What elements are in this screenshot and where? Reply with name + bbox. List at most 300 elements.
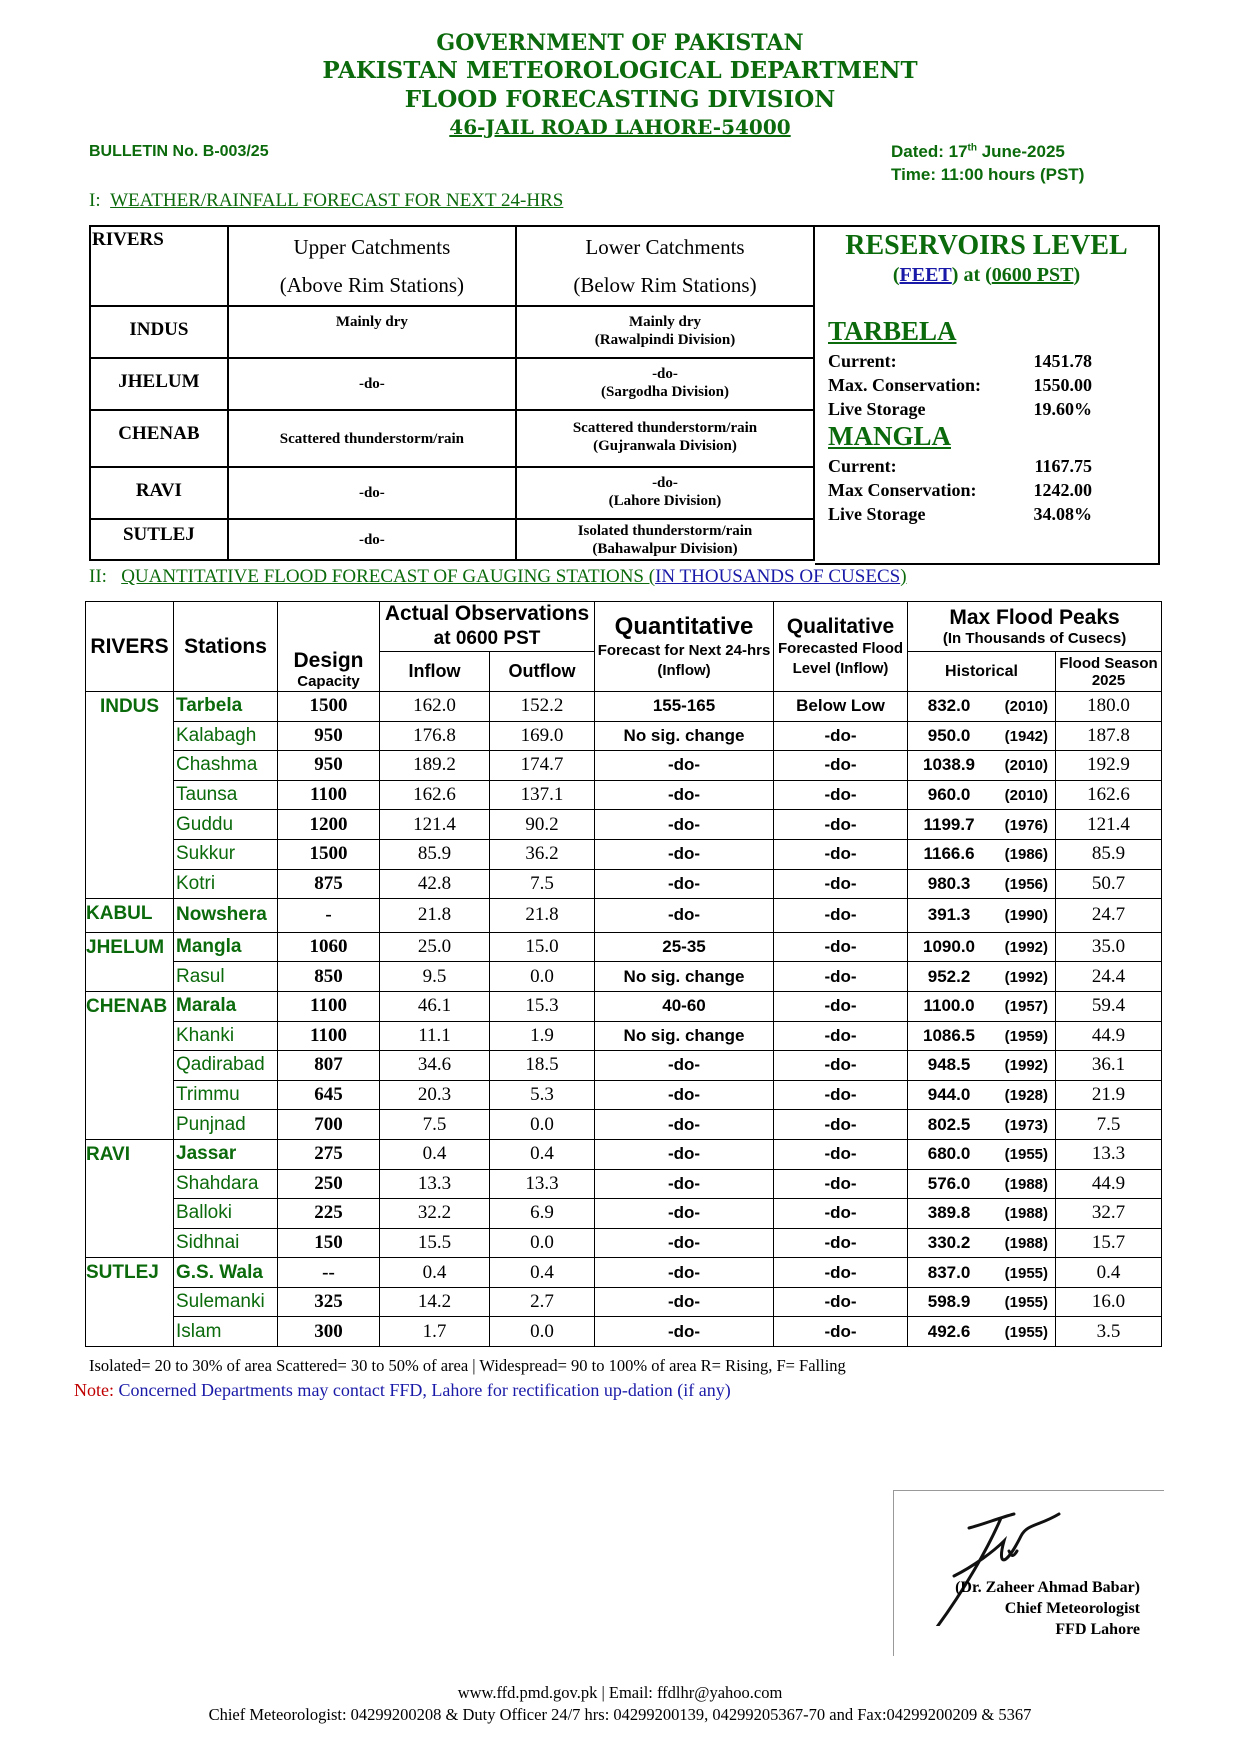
qualitative-forecast: -do- — [774, 1199, 908, 1229]
qualitative-forecast: -do- — [774, 932, 908, 962]
weather-upper-forecast: -do- — [228, 519, 516, 560]
station-row — [86, 1258, 1162, 1288]
header-department: PAKISTAN METEOROLOGICAL DEPARTMENT — [322, 57, 918, 84]
col-actual-observations: Actual Observations at 0600 PST — [380, 602, 595, 652]
river-group-label: JHELUM — [86, 932, 174, 991]
inflow-value: 14.2 — [380, 1287, 490, 1317]
weather-upper-forecast: -do- — [228, 467, 516, 519]
design-capacity: -- — [278, 1258, 380, 1288]
station-row — [86, 1080, 1162, 1110]
historical-peak-year: (1992) — [1004, 968, 1049, 986]
weather-lower-forecast: Scattered thunderstorm/rain (Gujranwala Division) — [516, 410, 814, 467]
station-row — [86, 1110, 1162, 1140]
qualitative-forecast: -do- — [774, 1139, 908, 1169]
historical-peak-year: (1956) — [1004, 875, 1049, 893]
footer-web-email: www.ffd.pmd.gov.pk | Email: ffdlhr@yahoo.com — [457, 1683, 783, 1702]
historical-peak-value: 980.3 — [927, 873, 971, 893]
design-capacity: 300 — [278, 1317, 380, 1347]
station-row — [86, 839, 1162, 869]
historical-peak-year: (1928) — [1004, 1087, 1049, 1105]
station-name: Taunsa — [174, 780, 278, 810]
outflow-value: 36.2 — [490, 839, 595, 869]
historical-peak-value: 1100.0 — [923, 996, 975, 1016]
historical-peak-value: 950.0 — [927, 725, 971, 745]
weather-river-name: INDUS — [90, 306, 228, 358]
header-address: 46-JAIL ROAD LAHORE-54000 — [449, 115, 791, 139]
weather-lower-forecast: -do- (Sargodha Division) — [516, 358, 814, 410]
mangla-maxcons-value: 1242.00 — [1033, 480, 1092, 500]
quantitative-forecast: No sig. change — [595, 1021, 774, 1051]
station-name: G.S. Wala — [174, 1258, 278, 1288]
outflow-value: 15.0 — [490, 932, 595, 962]
mangla-title: MANGLA — [828, 421, 951, 451]
historical-peak — [908, 1169, 1056, 1199]
historical-peak-year: (1957) — [1004, 998, 1049, 1016]
inflow-value: 162.0 — [380, 692, 490, 722]
historical-peak-year: (1942) — [1004, 727, 1049, 745]
historical-peak-year: (1992) — [1004, 939, 1049, 957]
quantitative-forecast: 155-165 — [595, 692, 774, 722]
weather-row-chenab — [90, 410, 814, 467]
qualitative-forecast: -do- — [774, 991, 908, 1021]
quantitative-forecast: -do- — [595, 810, 774, 840]
season-peak: 192.9 — [1056, 751, 1162, 781]
station-name: Sulemanki — [174, 1287, 278, 1317]
historical-peak — [908, 1051, 1056, 1081]
design-capacity: 1500 — [278, 692, 380, 722]
tarbela-maxcons-value: 1550.00 — [1033, 375, 1092, 395]
quantitative-forecast: No sig. change — [595, 721, 774, 751]
historical-peak-value: 391.3 — [927, 905, 971, 925]
weather-col-upper: Upper Catchments (Above Rim Stations) — [228, 226, 516, 306]
inflow-value: 20.3 — [380, 1080, 490, 1110]
quantitative-forecast: -do- — [595, 1228, 774, 1258]
mangla-live-label: Live Storage — [828, 504, 926, 524]
station-name: Sukkur — [174, 839, 278, 869]
historical-peak-value: 952.2 — [927, 966, 971, 986]
station-name: Balloki — [174, 1199, 278, 1229]
station-row — [86, 869, 1162, 899]
quantitative-forecast: -do- — [595, 751, 774, 781]
station-row — [86, 932, 1162, 962]
historical-peak-year: (1986) — [1004, 846, 1049, 864]
historical-peak-value: 330.2 — [927, 1232, 971, 1252]
season-peak: 16.0 — [1056, 1287, 1162, 1317]
station-name: Jassar — [174, 1139, 278, 1169]
col-historical: Historical — [908, 652, 1056, 692]
design-capacity: 950 — [278, 721, 380, 751]
station-name: Marala — [174, 991, 278, 1021]
weather-lower-forecast: Mainly dry (Rawalpindi Division) — [516, 306, 814, 358]
station-name: Islam — [174, 1317, 278, 1347]
design-capacity: 325 — [278, 1287, 380, 1317]
mangla-live-value: 34.08% — [1033, 504, 1092, 524]
design-capacity: 1100 — [278, 1021, 380, 1051]
design-capacity: 950 — [278, 751, 380, 781]
design-capacity: 1100 — [278, 780, 380, 810]
historical-peak — [908, 1021, 1056, 1051]
historical-peak-value: 389.8 — [927, 1203, 971, 1223]
mangla-current-label: Current: — [828, 456, 897, 476]
weather-upper-forecast: -do- — [228, 358, 516, 410]
signature-block — [893, 1490, 1164, 1656]
station-name: Khanki — [174, 1021, 278, 1051]
historical-peak — [908, 721, 1056, 751]
weather-upper-forecast: Scattered thunderstorm/rain — [228, 410, 516, 467]
historical-peak-year: (2010) — [1004, 698, 1049, 716]
historical-peak — [908, 1258, 1056, 1288]
quantitative-forecast: -do- — [595, 1169, 774, 1199]
tarbela-current-value: 1451.78 — [1033, 351, 1092, 371]
season-peak: 21.9 — [1056, 1080, 1162, 1110]
inflow-value: 42.8 — [380, 869, 490, 899]
quantitative-forecast: -do- — [595, 1110, 774, 1140]
river-group-label: CHENAB — [86, 991, 174, 1139]
qualitative-forecast: Below Low — [774, 692, 908, 722]
historical-peak — [908, 899, 1056, 933]
historical-peak-year: (1955) — [1004, 1264, 1049, 1282]
inflow-value: 21.8 — [380, 899, 490, 933]
col-outflow: Outflow — [490, 652, 595, 692]
season-peak: 121.4 — [1056, 810, 1162, 840]
design-capacity: 150 — [278, 1228, 380, 1258]
historical-peak-year: (2010) — [1004, 787, 1049, 805]
historical-peak — [908, 780, 1056, 810]
mangla-current-value: 1167.75 — [1034, 456, 1092, 476]
historical-peak-year: (1990) — [1004, 907, 1049, 925]
flood-forecast-table — [85, 601, 1162, 1347]
historical-peak-year: (1988) — [1004, 1234, 1049, 1252]
header-government: GOVERNMENT OF PAKISTAN — [436, 30, 804, 56]
header-division: FLOOD FORECASTING DIVISION — [404, 86, 836, 113]
weather-row-ravi — [90, 467, 814, 519]
quantitative-forecast: -do- — [595, 1258, 774, 1288]
design-capacity: 1200 — [278, 810, 380, 840]
quantitative-forecast: -do- — [595, 780, 774, 810]
weather-row-sutlej — [90, 519, 814, 560]
historical-peak-year: (1955) — [1004, 1323, 1049, 1341]
qualitative-forecast: -do- — [774, 1021, 908, 1051]
station-row — [86, 751, 1162, 781]
inflow-value: 13.3 — [380, 1169, 490, 1199]
inflow-value: 32.2 — [380, 1199, 490, 1229]
season-peak: 7.5 — [1056, 1110, 1162, 1140]
tarbela-maxcons-label: Max. Conservation: — [828, 375, 981, 395]
tarbela-current-label: Current: — [828, 351, 897, 371]
reservoirs-subtitle: (FEET) at (0600 PST) — [892, 264, 1081, 286]
season-peak: 44.9 — [1056, 1021, 1162, 1051]
qualitative-forecast: -do- — [774, 1169, 908, 1199]
historical-peak-value: 1199.7 — [923, 814, 975, 834]
quantitative-forecast: -do- — [595, 1199, 774, 1229]
historical-peak-value: 832.0 — [927, 696, 971, 716]
historical-peak — [908, 810, 1056, 840]
weather-col-rivers: RIVERS — [90, 226, 228, 306]
weather-forecast-table — [89, 225, 815, 561]
outflow-value: 5.3 — [490, 1080, 595, 1110]
outflow-value: 152.2 — [490, 692, 595, 722]
qualitative-forecast: -do- — [774, 1110, 908, 1140]
station-row — [86, 810, 1162, 840]
col-inflow: Inflow — [380, 652, 490, 692]
qualitative-forecast: -do- — [774, 1051, 908, 1081]
mangla-maxcons-label: Max Conservation: — [828, 480, 977, 500]
station-row — [86, 1317, 1162, 1347]
design-capacity: 225 — [278, 1199, 380, 1229]
outflow-value: 6.9 — [490, 1199, 595, 1229]
weather-row-jhelum — [90, 358, 814, 410]
outflow-value: 1.9 — [490, 1021, 595, 1051]
inflow-value: 85.9 — [380, 839, 490, 869]
legend-text: Isolated= 20 to 30% of area Scattered= 30 to 50% of area | Widespread= 90 to 100% of area R= Rising, F= Falling — [89, 1356, 846, 1375]
col-flood-season: Flood Season 2025 — [1056, 652, 1162, 692]
qualitative-forecast: -do- — [774, 1080, 908, 1110]
outflow-value: 18.5 — [490, 1051, 595, 1081]
historical-peak — [908, 1139, 1056, 1169]
station-row — [86, 1169, 1162, 1199]
inflow-value: 121.4 — [380, 810, 490, 840]
season-peak: 36.1 — [1056, 1051, 1162, 1081]
col-stations: Stations — [174, 602, 278, 692]
historical-peak-value: 576.0 — [927, 1173, 971, 1193]
historical-peak — [908, 932, 1056, 962]
qualitative-forecast: -do- — [774, 721, 908, 751]
season-peak: 85.9 — [1056, 839, 1162, 869]
outflow-value: 15.3 — [490, 991, 595, 1021]
historical-peak — [908, 692, 1056, 722]
season-peak: 24.4 — [1056, 962, 1162, 992]
historical-peak-year: (1955) — [1004, 1146, 1049, 1164]
col-design: Design Capacity — [278, 602, 380, 692]
outflow-value: 2.7 — [490, 1287, 595, 1317]
inflow-value: 0.4 — [380, 1258, 490, 1288]
station-name: Sidhnai — [174, 1228, 278, 1258]
signatory-office: FFD Lahore — [1055, 1621, 1140, 1638]
historical-peak-value: 837.0 — [927, 1262, 971, 1282]
station-row — [86, 721, 1162, 751]
inflow-value: 25.0 — [380, 932, 490, 962]
quantitative-forecast: -do- — [595, 1317, 774, 1347]
outflow-value: 7.5 — [490, 869, 595, 899]
weather-upper-forecast: Mainly dry — [228, 306, 516, 358]
design-capacity: 1060 — [278, 932, 380, 962]
season-peak: 35.0 — [1056, 932, 1162, 962]
historical-peak-value: 492.6 — [927, 1321, 971, 1341]
tarbela-live-value: 19.60% — [1033, 399, 1092, 419]
section1-heading: I: WEATHER/RAINFALL FORECAST FOR NEXT 24-HRS — [89, 190, 564, 211]
station-row — [86, 1287, 1162, 1317]
signatory-title: Chief Meteorologist — [1004, 1600, 1140, 1617]
station-row — [86, 780, 1162, 810]
season-peak: 24.7 — [1056, 899, 1162, 933]
col-rivers: RIVERS — [86, 602, 174, 692]
station-name: Kalabagh — [174, 721, 278, 751]
outflow-value: 169.0 — [490, 721, 595, 751]
col-qualitative: Qualitative Forecasted Flood Level (Inflow) — [774, 602, 908, 692]
historical-peak — [908, 1228, 1056, 1258]
quantitative-forecast: 25-35 — [595, 932, 774, 962]
historical-peak — [908, 839, 1056, 869]
tarbela-live-label: Live Storage — [828, 399, 926, 419]
qualitative-forecast: -do- — [774, 1317, 908, 1347]
qualitative-forecast: -do- — [774, 810, 908, 840]
outflow-value: 0.0 — [490, 1110, 595, 1140]
qualitative-forecast: -do- — [774, 1287, 908, 1317]
weather-lower-forecast: Isolated thunderstorm/rain (Bahawalpur Division) — [516, 519, 814, 560]
inflow-value: 189.2 — [380, 751, 490, 781]
station-row — [86, 692, 1162, 722]
design-capacity: 700 — [278, 1110, 380, 1140]
historical-peak-value: 1086.5 — [923, 1025, 976, 1045]
historical-peak-value: 948.5 — [927, 1055, 971, 1075]
inflow-value: 11.1 — [380, 1021, 490, 1051]
qualitative-forecast: -do- — [774, 1228, 908, 1258]
weather-row-indus — [90, 306, 814, 358]
historical-peak-year: (1988) — [1004, 1205, 1049, 1223]
quantitative-forecast: -do- — [595, 1139, 774, 1169]
historical-peak — [908, 751, 1056, 781]
qualitative-forecast: -do- — [774, 1258, 908, 1288]
station-name: Mangla — [174, 932, 278, 962]
design-capacity: 275 — [278, 1139, 380, 1169]
season-peak: 187.8 — [1056, 721, 1162, 751]
outflow-value: 174.7 — [490, 751, 595, 781]
season-peak: 59.4 — [1056, 991, 1162, 1021]
station-name: Rasul — [174, 962, 278, 992]
outflow-value: 0.0 — [490, 1228, 595, 1258]
historical-peak — [908, 1287, 1056, 1317]
historical-peak-value: 960.0 — [927, 785, 971, 805]
qualitative-forecast: -do- — [774, 962, 908, 992]
quantitative-forecast: -do- — [595, 899, 774, 933]
inflow-value: 7.5 — [380, 1110, 490, 1140]
season-peak: 15.7 — [1056, 1228, 1162, 1258]
historical-peak-year: (1992) — [1004, 1057, 1049, 1075]
quantitative-forecast: -do- — [595, 1080, 774, 1110]
weather-river-name: RAVI — [90, 467, 228, 519]
season-peak: 3.5 — [1056, 1317, 1162, 1347]
inflow-value: 0.4 — [380, 1139, 490, 1169]
design-capacity: - — [278, 899, 380, 933]
weather-river-name: SUTLEJ — [90, 519, 228, 560]
col-max-flood-peaks: Max Flood Peaks (In Thousands of Cusecs) — [908, 602, 1162, 652]
historical-peak — [908, 962, 1056, 992]
station-row — [86, 1199, 1162, 1229]
bulletin-time: Time: 11:00 hours (PST) — [891, 165, 1085, 184]
station-name: Kotri — [174, 869, 278, 899]
quantitative-forecast: -do- — [595, 839, 774, 869]
design-capacity: 1500 — [278, 839, 380, 869]
river-group-label: RAVI — [86, 1139, 174, 1257]
season-peak: 162.6 — [1056, 780, 1162, 810]
qualitative-forecast: -do- — [774, 869, 908, 899]
station-row — [86, 1021, 1162, 1051]
historical-peak — [908, 1110, 1056, 1140]
reservoirs-title: RESERVOIRS LEVEL — [845, 230, 1128, 261]
quantitative-forecast: -do- — [595, 869, 774, 899]
qualitative-forecast: -do- — [774, 751, 908, 781]
station-name: Chashma — [174, 751, 278, 781]
station-name: Trimmu — [174, 1080, 278, 1110]
historical-peak-value: 944.0 — [927, 1085, 971, 1105]
river-group-label: INDUS — [86, 692, 174, 899]
season-peak: 13.3 — [1056, 1139, 1162, 1169]
col-quantitative: Quantitative Forecast for Next 24-hrs (Inflow) — [595, 602, 774, 692]
inflow-value: 176.8 — [380, 721, 490, 751]
outflow-value: 137.1 — [490, 780, 595, 810]
inflow-value: 162.6 — [380, 780, 490, 810]
historical-peak — [908, 1080, 1056, 1110]
historical-peak-value: 802.5 — [927, 1114, 971, 1134]
outflow-value: 0.4 — [490, 1139, 595, 1169]
quantitative-forecast: 40-60 — [595, 991, 774, 1021]
design-capacity: 850 — [278, 962, 380, 992]
historical-peak — [908, 1317, 1056, 1347]
station-row — [86, 991, 1162, 1021]
station-name: Nowshera — [174, 899, 278, 933]
historical-peak — [908, 1199, 1056, 1229]
historical-peak-year: (1959) — [1004, 1027, 1049, 1045]
quantitative-forecast: -do- — [595, 1051, 774, 1081]
weather-col-lower: Lower Catchments (Below Rim Stations) — [516, 226, 814, 306]
bulletin-number: BULLETIN No. B-003/25 — [89, 143, 269, 160]
station-name: Qadirabad — [174, 1051, 278, 1081]
signatory-name: (Dr. Zaheer Ahmad Babar) — [955, 1579, 1140, 1596]
station-name: Punjnad — [174, 1110, 278, 1140]
outflow-value: 0.4 — [490, 1258, 595, 1288]
inflow-value: 46.1 — [380, 991, 490, 1021]
river-group-label: KABUL — [86, 899, 174, 933]
historical-peak-year: (1973) — [1004, 1116, 1049, 1134]
design-capacity: 875 — [278, 869, 380, 899]
station-row — [86, 1051, 1162, 1081]
note: Note: Concerned Departments may contact FFD, Lahore for rectification up-dation (if any) — [74, 1380, 731, 1400]
station-row — [86, 1228, 1162, 1258]
historical-peak-year: (1955) — [1004, 1294, 1049, 1312]
outflow-value: 90.2 — [490, 810, 595, 840]
historical-peak-value: 1166.6 — [923, 844, 975, 864]
design-capacity: 645 — [278, 1080, 380, 1110]
historical-peak-value: 1038.9 — [923, 755, 976, 775]
tarbela-title: TARBELA — [828, 316, 957, 346]
weather-lower-forecast: -do- (Lahore Division) — [516, 467, 814, 519]
historical-peak-year: (2010) — [1004, 757, 1049, 775]
season-peak: 0.4 — [1056, 1258, 1162, 1288]
station-row — [86, 962, 1162, 992]
station-name: Guddu — [174, 810, 278, 840]
quantitative-forecast: -do- — [595, 1287, 774, 1317]
inflow-value: 34.6 — [380, 1051, 490, 1081]
qualitative-forecast: -do- — [774, 839, 908, 869]
inflow-value: 15.5 — [380, 1228, 490, 1258]
outflow-value: 13.3 — [490, 1169, 595, 1199]
design-capacity: 250 — [278, 1169, 380, 1199]
river-group-label: SUTLEJ — [86, 1258, 174, 1347]
station-row — [86, 899, 1162, 933]
section2-heading: II: QUANTITATIVE FLOOD FORECAST OF GAUGING STATIONS (IN THOUSANDS OF CUSECS) — [89, 566, 907, 587]
historical-peak-value: 680.0 — [927, 1144, 971, 1164]
season-peak: 44.9 — [1056, 1169, 1162, 1199]
historical-peak-year: (1976) — [1004, 816, 1049, 834]
historical-peak — [908, 991, 1056, 1021]
historical-peak-value: 1090.0 — [923, 937, 976, 957]
station-name: Tarbela — [174, 692, 278, 722]
historical-peak-year: (1988) — [1004, 1175, 1049, 1193]
season-peak: 50.7 — [1056, 869, 1162, 899]
season-peak: 180.0 — [1056, 692, 1162, 722]
design-capacity: 1100 — [278, 991, 380, 1021]
season-peak: 32.7 — [1056, 1199, 1162, 1229]
